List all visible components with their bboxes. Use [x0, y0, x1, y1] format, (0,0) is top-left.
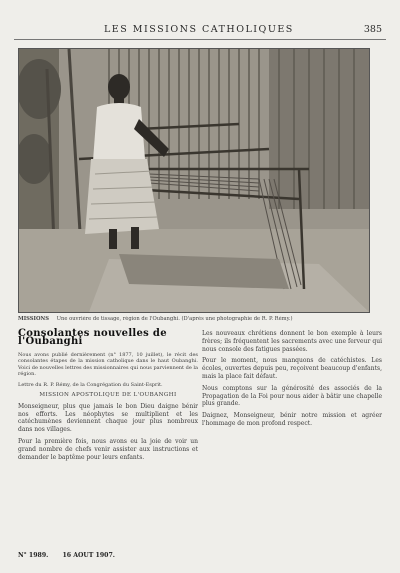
weaver-photo — [18, 48, 370, 313]
photo-caption — [18, 316, 370, 324]
article-title: Consolantes nouvelles de l'Oubanghi — [18, 328, 167, 347]
caption-text: Une ouvrière de tissage, région de l'Oubanghi. (D'après une photographie de R. P. Rémy.) — [56, 316, 293, 322]
right-paragraph-4: Daignez, Monseigneur, bénir notre mission et agréer l'hommage de mon profond respect. — [202, 412, 382, 427]
right-paragraph-3: Nous comptons sur la générosité des associés de la Propagation de la Foi pour nous aider à bâtir une chapelle plus grande. — [202, 384, 382, 408]
page-footer — [18, 552, 127, 559]
caption-place: MISSIONS — [18, 316, 49, 322]
left-paragraph-1: Monseigneur, plus que jamais le bon Dieu daigne bénir nos efforts. Les néophytes se multiplient et les catéchumènes deviennent chaque jour plus nombreux dans nos villages. — [18, 402, 198, 434]
running-header — [14, 23, 386, 40]
left-column — [18, 330, 198, 465]
article-intro: Nous avons publié dernièrement (n° 1877, 10 juillet), le récit des consolantes étapes de la mission catholique dans le haut Oubanghi. Voici de nouvelles lettres des missionnaires qui nous parviennent de la région. — [18, 351, 198, 378]
issue-number: N° 1989. — [18, 552, 49, 559]
issue-date: 16 AOUT 1907. — [62, 552, 115, 559]
left-paragraph-2: Pour la première fois, nous avons eu la joie de voir un grand nombre de chefs venir assister aux instructions et demander le baptême pour leurs enfants. — [18, 438, 198, 461]
weaver-photo-illustration — [19, 49, 369, 312]
right-paragraph-2: Pour le moment, nous manquons de catéchistes. Les écoles, ouvertes depuis peu, reçoivent beaucoup d'enfants, mais la place fait défaut. — [202, 357, 383, 380]
section-heading: MISSION APOSTOLIQUE DE L'OUBANGHI — [39, 392, 177, 399]
page-number: 385 — [363, 24, 382, 35]
running-title: LES MISSIONS CATHOLIQUES — [104, 24, 294, 35]
right-column — [202, 330, 382, 432]
letter-note: Lettre du R. P. Rémy, de la Congrégation du Saint-Esprit. — [18, 381, 163, 388]
right-paragraph-1: Les nouveaux chrétiens donnent le bon exemple à leurs frères; ils fréquentent les sacrements avec une ferveur qui nous console des fatigues passées. — [202, 330, 382, 353]
